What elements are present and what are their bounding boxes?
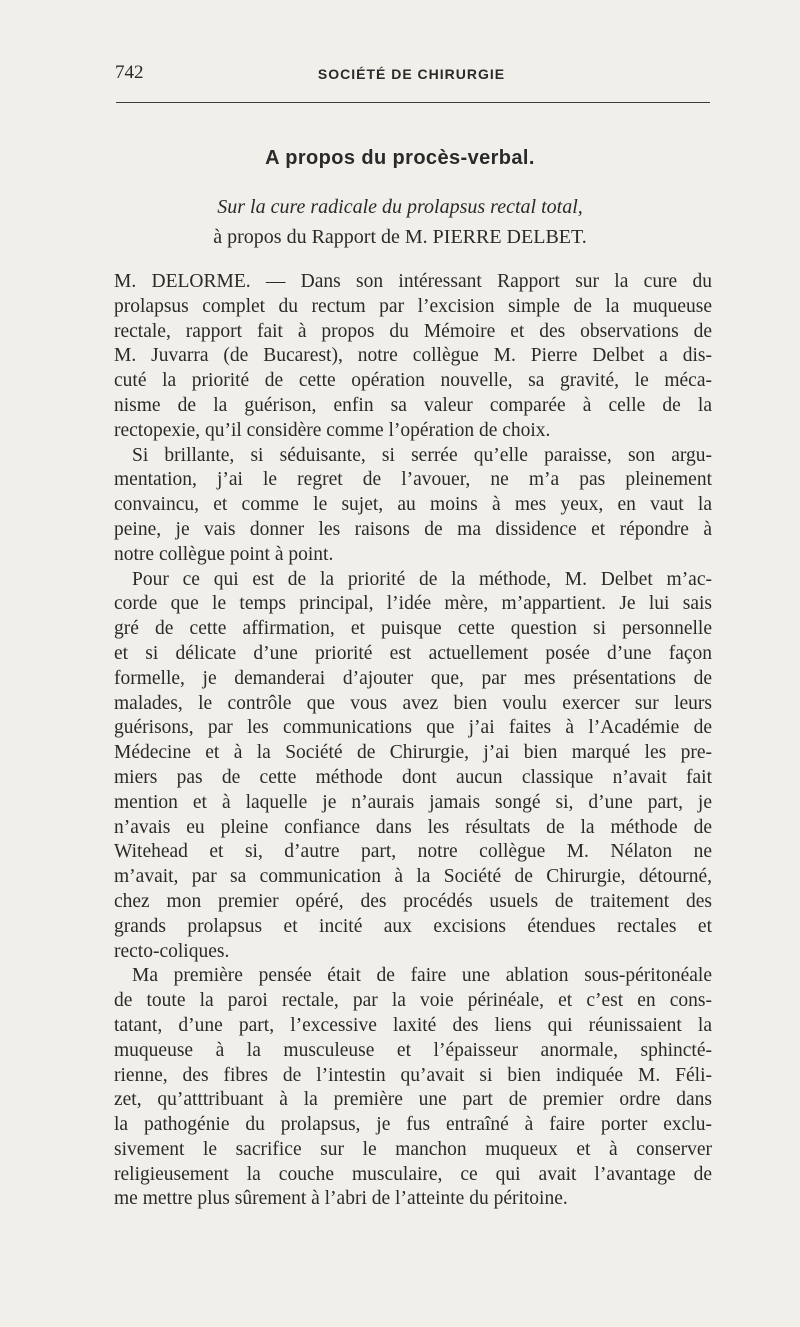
text-line: me mettre plus sûrement à l’abri de l’atteinte du péritoine.: [114, 1188, 568, 1210]
text-line: prolapsus complet du rectum par l’excision simple de la muqueuse: [114, 295, 712, 317]
text-line: nisme de la guérison, enfin sa valeur comparée à celle de la: [114, 394, 712, 416]
text-line: notre collègue point à point.: [114, 543, 334, 565]
section-title: A propos du procès-verbal.: [265, 147, 535, 169]
text-line: chez mon premier opéré, des procédés usuels de traitement des: [114, 890, 712, 912]
text-line: tatant, d’une part, l’excessive laxité des liens qui réunissaient la: [114, 1014, 712, 1036]
text-line: zet, qu’atttribuant à la première une part de premier ordre dans: [114, 1089, 712, 1111]
text-line: et si délicate d’une priorité est actuellement posée d’une façon: [114, 642, 712, 664]
text-line: Pour ce qui est de la priorité de la méthode, M. Delbet m’ac-: [132, 568, 712, 590]
text-line: rectopexie, qu’il considère comme l’opération de choix.: [114, 419, 551, 441]
text-line: convaincu, et comme le sujet, au moins à mes yeux, en vaut la: [114, 494, 712, 516]
journal-title: SOCIÉTÉ DE CHIRURGIE: [317, 66, 506, 82]
text-line: peine, je vais donner les raisons de ma dissidence et répondre à: [114, 518, 712, 540]
text-line: M. DELORME. — Dans son intéressant Rapport sur la cure du: [114, 271, 712, 292]
text-line: gré de cette affirmation, et puisque cette question si personnelle: [114, 618, 712, 640]
text-line: la pathogénie du prolapsus, je fus entraîné à faire porter exclu-: [114, 1114, 712, 1136]
text-line: cuté la priorité de cette opération nouvelle, sa gravité, le méca-: [114, 370, 712, 392]
text-line: recto-coliques.: [114, 940, 230, 962]
text-line: religieusement la couche musculaire, ce qui avait l’avantage de: [114, 1163, 712, 1185]
text-line: rectale, rapport fait à propos du Mémoire et des observations de: [114, 320, 712, 342]
text-line: n’avais eu pleine confiance dans les résultats de la méthode de: [114, 816, 712, 838]
text-line: Ma première pensée était de faire une ablation sous-péritonéale: [132, 965, 712, 987]
text-line: malades, le contrôle que vous avez bien voulu exercer sur leurs: [114, 692, 712, 714]
text-line: miers pas de cette méthode dont aucun classique n’avait fait: [114, 766, 712, 788]
body-text: [114, 270, 712, 1212]
text-line: corde que le temps principal, l’idée mère, m’appartient. Je lui sais: [114, 593, 712, 615]
page-number: 742: [115, 62, 144, 83]
article-subtitle-reference: à propos du Rapport de M. PIERRE DELBET.: [213, 226, 587, 248]
text-line: mentation, j’ai le regret de l’avouer, ne m’a pas pleinement: [114, 469, 712, 491]
article-subtitle: Sur la cure radicale du prolapsus rectal total,: [217, 196, 583, 218]
text-line: rienne, des fibres de l’intestin qu’avait si bien indiquée M. Féli-: [114, 1064, 712, 1086]
text-line: M. Juvarra (de Bucarest), notre collègue M. Pierre Delbet a dis-: [114, 345, 712, 367]
text-line: sivement le sacrifice sur le manchon muqueux et à conserver: [114, 1138, 712, 1160]
text-line: mention et à laquelle je n’aurais jamais songé si, d’une part, je: [114, 791, 712, 813]
text-line: de toute la paroi rectale, par la voie périnéale, et c’est en cons-: [114, 990, 712, 1012]
text-line: Si brillante, si séduisante, si serrée qu’elle paraisse, son argu-: [132, 444, 712, 466]
text-line: muqueuse à la musculeuse et l’épaisseur anormale, sphincté-: [114, 1039, 712, 1061]
text-line: Médecine et à la Société de Chirurgie, j’ai bien marqué les pre-: [114, 742, 712, 764]
text-line: formelle, je demanderai d’ajouter que, par mes présentations de: [114, 667, 712, 689]
text-line: m’avait, par sa communication à la Société de Chirurgie, détourné,: [114, 866, 712, 888]
text-line: grands prolapsus et incité aux excisions étendues rectales et: [114, 915, 712, 937]
header-rule: [116, 102, 710, 103]
running-head: [113, 62, 710, 88]
text-line: guérisons, par les communications que j’ai faites à l’Académie de: [114, 717, 712, 739]
text-line: Witehead et si, d’autre part, notre collègue M. Nélaton ne: [114, 841, 712, 863]
